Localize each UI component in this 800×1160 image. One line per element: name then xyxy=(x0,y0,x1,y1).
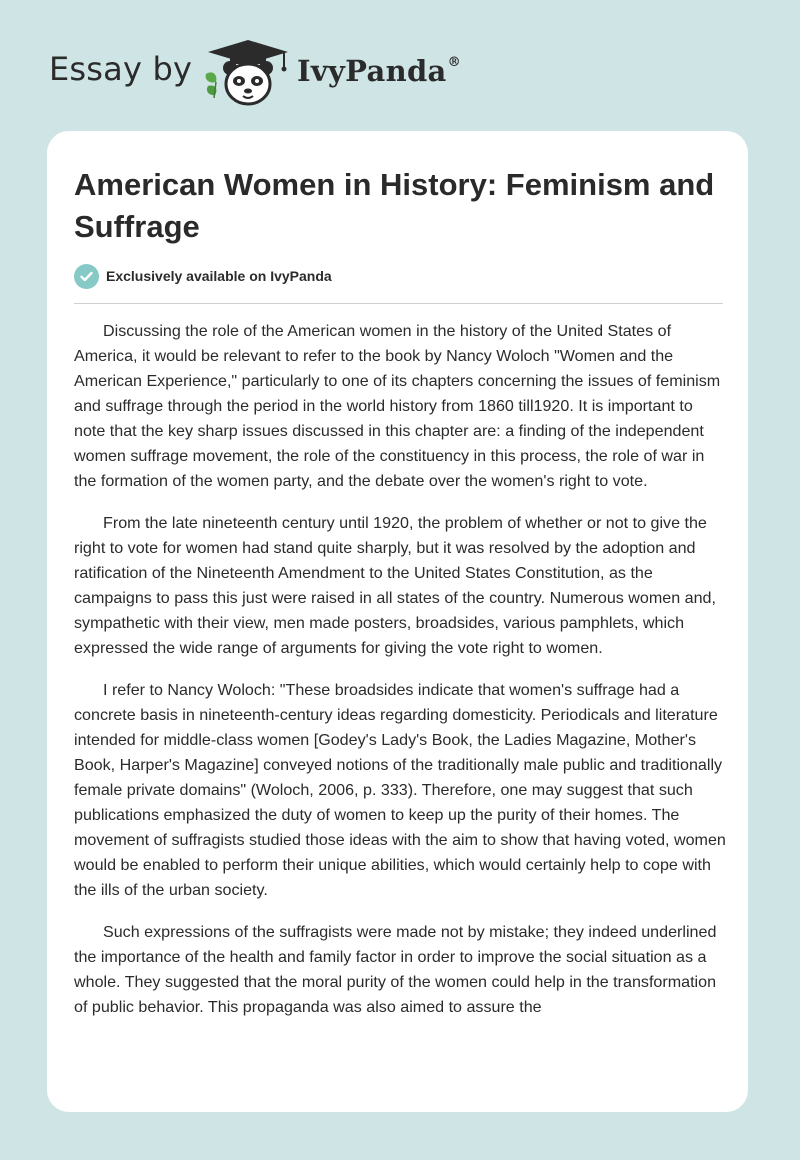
paragraph: From the late nineteenth century until 1920, the problem of whether or not to give the right to vote for women had stand quite sharply, but it was resolved by the adoption and ratification of the Nineteenth Amendment to the United States Constitution, as the campaigns to pass this just were raised in all states of the country. Numerous women and, sympathetic with their view, men made posters, broadsides, various pamphlets, which expressed the wide range of arguments for giving the vote right to women. xyxy=(74,514,716,657)
ivy-leaf-icon xyxy=(206,72,217,98)
essay-title: American Women in History: Feminism and Suffrage xyxy=(74,167,715,244)
check-icon xyxy=(74,264,99,289)
exclusive-label: Exclusively available on IvyPanda xyxy=(106,268,332,284)
essay-by-label: Essay by xyxy=(49,50,193,88)
panda-face-icon xyxy=(223,61,273,104)
paragraph: Such expressions of the suffragists were made not by mistake; they indeed underlined the importance of the health and family factor in order to improve the social situation as a whole. They suggested that the moral purity of the women could help in the transformation of public behavior. This propaganda was also aimed to assure the xyxy=(74,923,717,1016)
essay-body xyxy=(74,319,726,1099)
title-divider xyxy=(74,303,723,304)
site-header xyxy=(0,0,800,130)
brand-name[interactable] xyxy=(297,54,461,88)
paragraph: I refer to Nancy Woloch: "These broadsides indicate that women's suffrage had a concrete basis in nineteenth-century ideas regarding domesticity. Periodicals and literature intended for middle-class women [Godey's Lady's Book, the Ladies Magazine, Mother's Book, Harper's Magazine] conveyed notions of the traditionally male public and traditionally female private domains" (Woloch, 2006, p. 333). Therefore, one may suggest that such publications emphasized the duty of women to keep up the purity of their homes. The movement of suffragists studied those ideas with the aim to show that having voted, women would be enabled to perform their unique abilities, which would certainly help to cope with the ills of the urban society. xyxy=(74,681,726,899)
exclusive-notice xyxy=(74,263,332,289)
paragraph: Discussing the role of the American women in the history of the United States of America, it would be relevant to refer to the book by Nancy Woloch "Women and the American Experience," particularly to one of its chapters concerning the issues of feminism and suffrage through the period in the world history from 1860 till1920. It is important to note that the key sharp issues discussed in this chapter are: a finding of the independent women suffrage movement, the role of the constituency in this process, the role of war in the formation of the women party, and the debate over the women's right to vote. xyxy=(74,322,721,490)
brand-name-text: IvyPanda xyxy=(297,54,447,88)
ivypanda-logo-icon[interactable] xyxy=(202,38,294,108)
registered-mark: ® xyxy=(447,55,461,71)
essay-card xyxy=(47,131,748,1112)
